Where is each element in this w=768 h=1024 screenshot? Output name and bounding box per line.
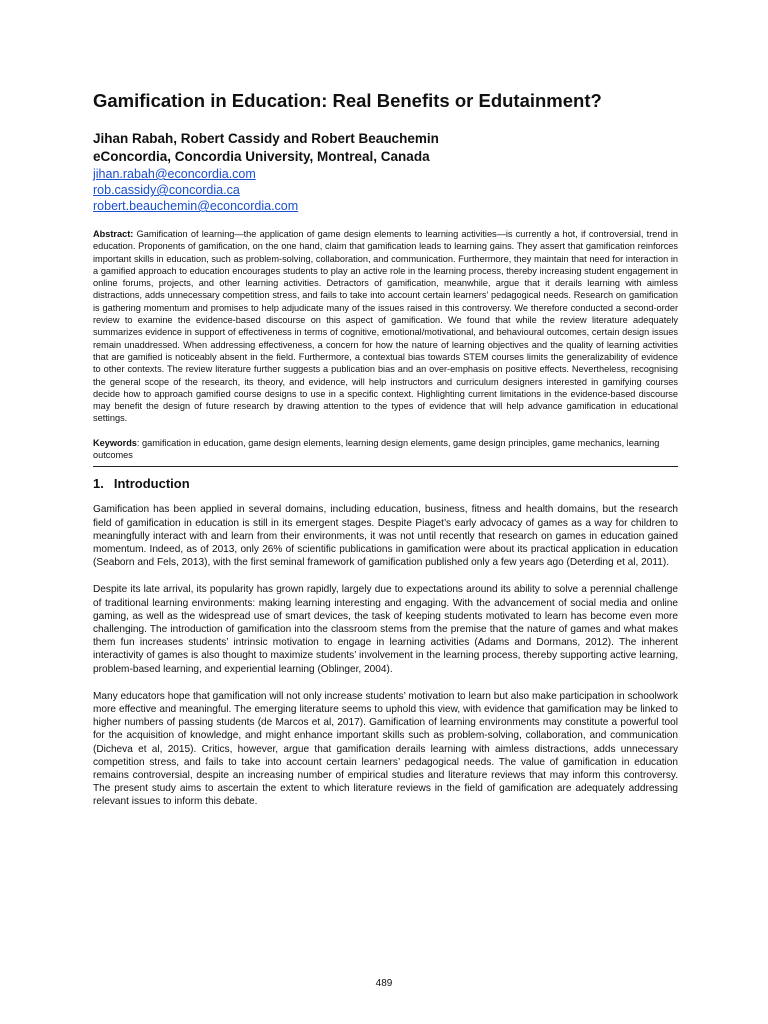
email-link[interactable]: jihan.rabah@econcordia.com	[93, 167, 256, 181]
section-number: 1.	[93, 476, 104, 492]
paper-title: Gamification in Education: Real Benefits or Edutainment?	[93, 90, 602, 111]
body-paragraph: Despite its late arrival, its popularity has grown rapidly, largely due to expectations around its ability to solve a perennial challenge of traditional learning environments: making learning interesting and engaging. With the advancement of social media and online gaming, as well as the widespread use of smart devices, the task of keeping students motivated to learn has become even more challenging. The introduction of gamification into the classroom stems from the premise that the nature of games and what makes them fun increases students’ intrinsic motivation to engage in learning activities (Adams and Dormans, 2012). The inherent interactivity of games is also thought to maximize students’ involvement in the learning process, thereby supporting active learning, problem-based learning, and experiential learning (Oblinger, 2004).	[93, 584, 678, 675]
email-link[interactable]: robert.beauchemin@econcordia.com	[93, 199, 299, 213]
affiliation: eConcordia, Concordia University, Montreal, Canada	[93, 149, 430, 164]
email-link[interactable]: rob.cassidy@concordia.ca	[93, 183, 240, 197]
section-heading	[93, 475, 678, 493]
section-divider	[93, 466, 678, 467]
abstract	[93, 228, 678, 425]
keywords-label: Keywords	[93, 437, 137, 448]
email-list	[93, 166, 678, 214]
abstract-text: Gamification of learning—the application of game design elements to learning activities—is currently a hot, if controversial, trend in education. Proponents of gamification, on the one hand, claim that gamification leads to learning gains. They assert that gamification reinforces important skills in education, such as problem-solving, collaboration, and communication. Furthermore, they maintain that need for interaction in a gamified approach to education encourages students to play an active role in the learning process, thereby increasing student engagement in online forums, projects, and other learning activities. Detractors of gamification, meanwhile, argue that it derails learning with aimless distractions, adds unnecessary competition stress, and fails to take into account certain learners’ pedagogical needs. Research on gamification is gathering momentum and promises to help adjudicate many of the issues raised in this controversy. We therefore conducted a second-order review to examine the evidence-based discourse on this aspect of gamification. We found that while the review literature adequately summarizes evidence in support of effectiveness in terms of cognitive, emotional/motivational, and behavioural outcomes, certain design issues remain unaddressed. When addressing effectiveness, a concern for how the nature of learning objectives and the quality of learning activities that are gamified is noticeably absent in the field. Furthermore, a contextual bias towards STEM courses limits the generalizability of evidence to other contexts. The review literature further suggests a publication bias and an over-emphasis on positive effects. Nevertheless, recognising the general scope of the research, its theory, and evidence, will help instructors and curriculum designers interested in gamifying courses decide how to approach gamified course designs to use in a specific context. Highlighting current limitations in the evidence-based discourse may benefit the design of future research by drawing attention to the types of evidence that will help advance gamification in educational settings.	[93, 229, 678, 424]
author-list: Jihan Rabah, Robert Cassidy and Robert Beauchemin	[93, 131, 439, 146]
page-number: 489	[375, 978, 393, 989]
keywords	[93, 437, 678, 462]
keywords-text: : gamification in education, game design elements, learning design elements, game design principles, game mechanics, learning outcomes	[93, 437, 660, 461]
body-paragraph: Many educators hope that gamification will not only increase students’ motivation to learn but also make participation in schoolwork more effective and meaningful. The emerging literature seems to uphold this view, with evidence that gamification may be linked to higher numbers of passing students (de Marcos et al, 2017). Gamification of learning environments may constitute a powerful tool for the acquisition of knowledge, and might enhance important skills such as problem-solving, collaboration, and communication (Dicheva et al, 2015). Critics, however, argue that gamification derails learning with aimless distractions, adds unnecessary competition stress, and fails to take into account certain learners’ pedagogical needs. The value of gamification in education remains controversial, despite an increasing number of empirical studies and literature reviews that may inform this controversy. The present study aims to ascertain the extent to which literature reviews in the field of gamification are adequately addressing relevant issues to inform this debate.	[93, 690, 678, 808]
page-content	[93, 88, 678, 823]
section-title: Introduction	[113, 476, 190, 492]
body-paragraph: Gamification has been applied in several domains, including education, business, fitness and health domains, but the research field of gamification in education is still in its emergent stages. Despite Piaget’s early advocacy of games as a way for children to meaningfully interact with and learn from their environments, it was not until recently that research on games in education gained momentum. Indeed, as of 2013, only 26% of scientific publications in gamification were about its practical application in education (Seaborn and Fels, 2013), with the first seminal framework of gamification published only a few years ago (Deterding et al, 2011).	[93, 504, 678, 569]
abstract-label: Abstract:	[93, 229, 134, 239]
